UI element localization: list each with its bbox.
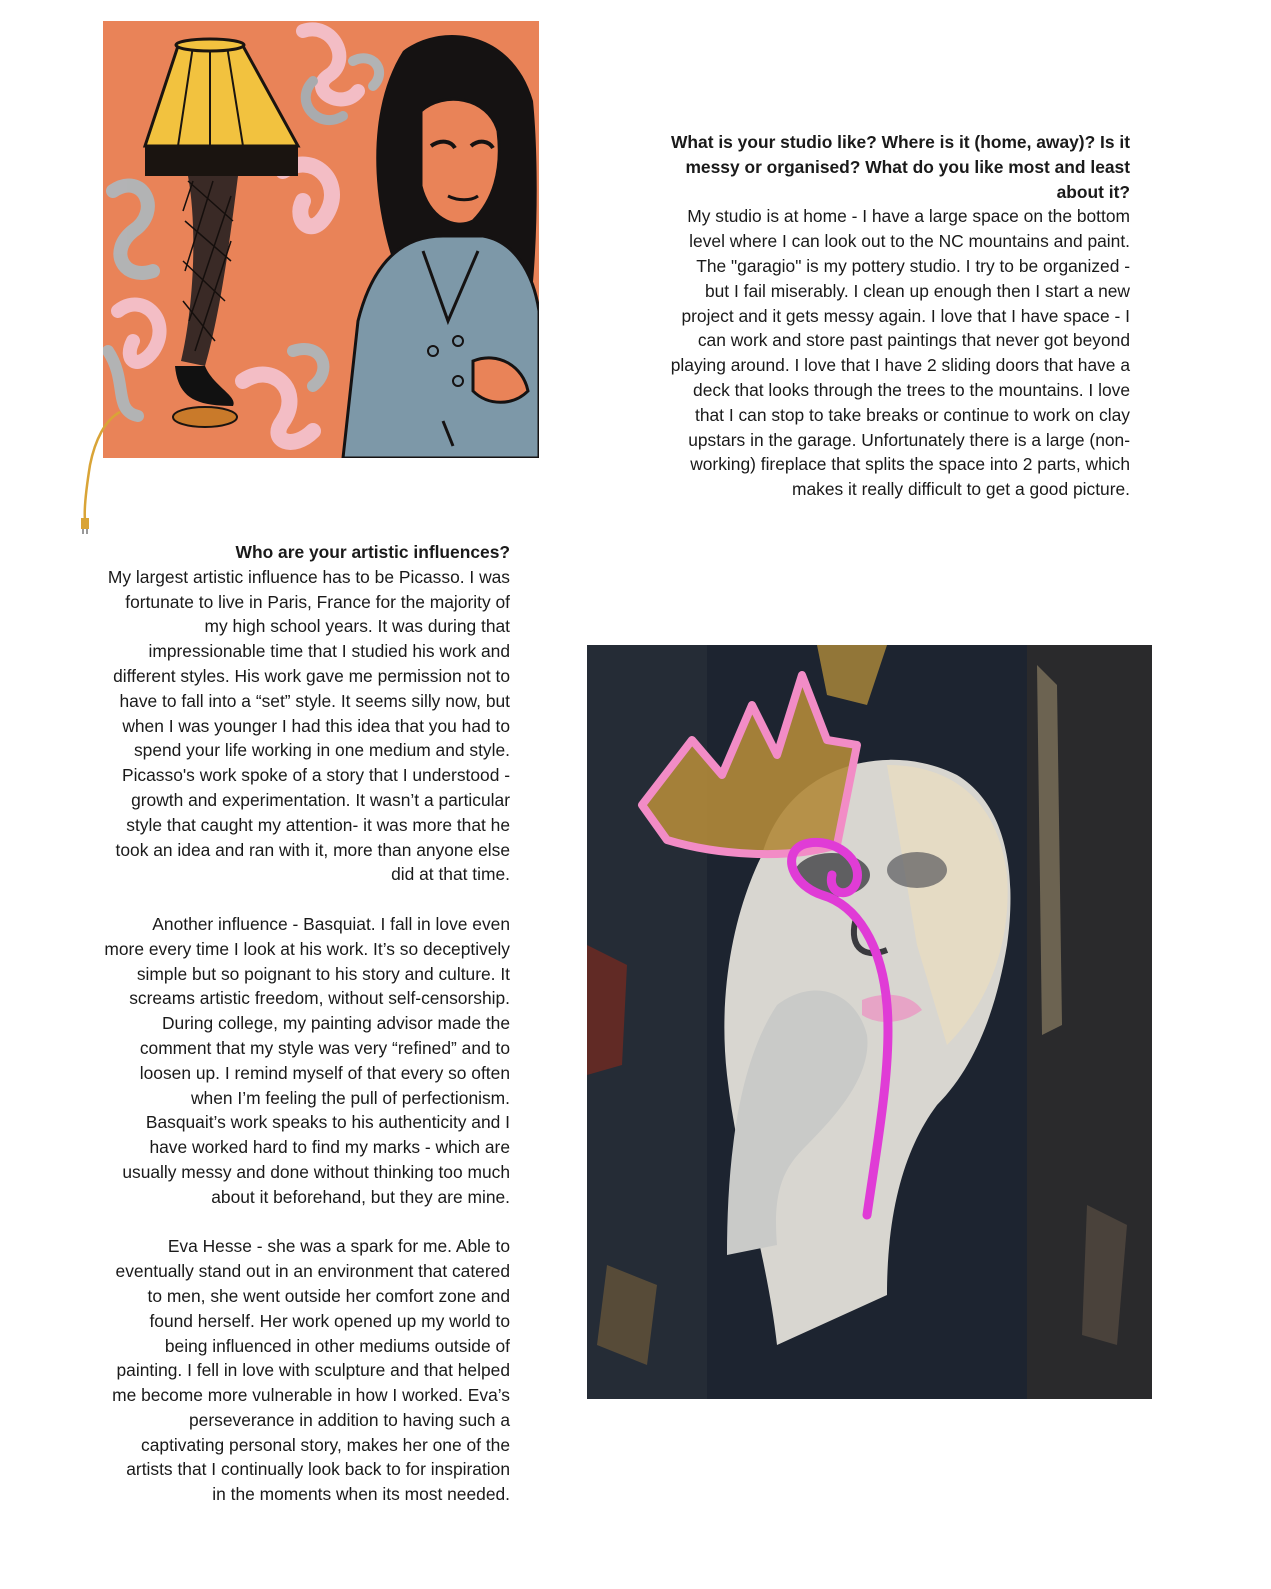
- paragraph-line: eventually stand out in an environment that catered: [115, 1261, 510, 1282]
- paragraph-line: artists that I continually look back to for inspiration: [126, 1459, 510, 1480]
- paragraph-line: simple but so poignant to his story and culture. It: [136, 963, 510, 984]
- paragraph-line: to men, she went outside her comfort zone and: [147, 1285, 510, 1306]
- studio-question: [630, 130, 1130, 204]
- lamp-cord-graphic: [70, 410, 130, 535]
- crowned-portrait-graphic: [587, 645, 1152, 1399]
- studio-question-line: messy or organised? What do you like most and least: [685, 156, 1130, 177]
- influences-question-line: Who are your artistic influences?: [235, 542, 510, 562]
- studio-answer-line: project and it gets messy again. I love that I have space - I: [681, 305, 1130, 326]
- paragraph-line: style that caught my attention- it was more that he: [126, 814, 510, 835]
- studio-answer-line: upstars in the garage. Unfortunately there is a large (non-: [688, 429, 1130, 450]
- paragraph-line: usually messy and done without thinking too much: [122, 1161, 510, 1182]
- paragraph-line: growth and experimentation. It wasn’t a particular: [131, 789, 510, 810]
- studio-answer-line: deck that looks through the trees to the mountains. I love: [693, 379, 1130, 400]
- paragraph-line: took an idea and ran with it, more than anyone else: [115, 839, 510, 860]
- influences-paragraph-basquiat: [80, 912, 510, 1210]
- paragraph-line: fortunate to live in Paris, France for the majority of: [125, 591, 510, 612]
- paragraph-line: when I was younger I had this idea that you had to: [122, 715, 510, 736]
- influences-question-section: [80, 540, 510, 1507]
- studio-question-line: What is your studio like? Where is it (home, away)? Is it: [671, 132, 1130, 152]
- paragraph-line: Another influence - Basquiat. I fall in love even: [152, 913, 510, 934]
- studio-answer-line: The "garagio" is my pottery studio. I try to be organized -: [696, 255, 1130, 276]
- studio-answer-line: but I fail miserably. I clean up enough then I start a new: [704, 280, 1130, 301]
- paragraph-line: During college, my painting advisor made the: [162, 1013, 510, 1034]
- paragraph-line: my high school years. It was during that: [204, 616, 510, 637]
- studio-answer-line: working) fireplace that splits the space into 2 parts, which: [690, 454, 1130, 475]
- paragraph-line: have worked hard to find my marks - which are: [149, 1137, 510, 1158]
- paragraph-line: impressionable time that I studied his work and: [148, 641, 510, 662]
- paragraph-line: more every time I look at his work. It’s so deceptively: [104, 938, 510, 959]
- paragraph-line: loosen up. I remind myself of that every so often: [139, 1062, 510, 1083]
- studio-answer-line: can work and store past paintings that never got beyond: [697, 330, 1130, 351]
- paragraph-line: being influenced in other mediums outside of: [164, 1335, 510, 1356]
- paragraph-line: about it beforehand, but they are mine.: [211, 1186, 510, 1207]
- studio-answer-line: level where I can look out to the NC mountains and paint.: [689, 231, 1130, 252]
- paragraph-line: did at that time.: [391, 864, 510, 885]
- paragraph-line: painting. I fell in love with sculpture and that helped: [116, 1360, 510, 1381]
- paragraph-line: perseverance in addition to having such a: [189, 1409, 510, 1430]
- lamp-cord-icon: [70, 410, 130, 535]
- studio-question-line: about it?: [1056, 181, 1130, 202]
- studio-answer-line: playing around. I love that I have 2 sliding doors that have a: [670, 355, 1130, 376]
- influences-question: [80, 540, 510, 565]
- paragraph-line: Eva Hesse - she was a spark for me. Able to: [167, 1236, 510, 1257]
- studio-answer-line: makes it really difficult to get a good picture.: [791, 479, 1130, 500]
- influences-paragraph-hesse: [80, 1234, 510, 1507]
- studio-question-section: [630, 130, 1130, 502]
- paragraph-line: My largest artistic influence has to be Picasso. I was: [107, 566, 510, 587]
- paragraph-line: comment that my style was very “refined” and to: [139, 1037, 510, 1058]
- paragraph-line: different styles. His work gave me permission not to: [113, 665, 510, 686]
- paragraph-line: have to fall into a “set” style. It seems silly now, but: [119, 690, 510, 711]
- crowned-portrait-painting: [587, 645, 1152, 1399]
- paragraph-line: in the moments when its most needed.: [212, 1484, 510, 1505]
- paragraph-line: Basquait’s work speaks to his authenticity and I: [145, 1112, 510, 1133]
- studio-answer-line: that I can stop to take breaks or continue to work on clay: [694, 404, 1130, 425]
- studio-answer: [630, 204, 1130, 502]
- influences-paragraph-picasso: [80, 565, 510, 887]
- paragraph-line: spend your life working in one medium and style.: [133, 740, 510, 761]
- studio-answer-line: My studio is at home - I have a large space on the bottom: [687, 206, 1130, 227]
- paragraph-line: found herself. Her work opened up my world to: [149, 1310, 510, 1331]
- leg-lamp-painting-graphic: [103, 21, 539, 458]
- paragraph-line: captivating personal story, makes her one of the: [141, 1434, 510, 1455]
- paragraph-line: Picasso's work spoke of a story that I understood -: [121, 765, 510, 786]
- paragraph-line: screams artistic freedom, without self-censorship.: [129, 988, 510, 1009]
- paragraph-line: when I’m feeling the pull of perfectionism.: [191, 1087, 510, 1108]
- leg-lamp-painting: [103, 21, 539, 458]
- paragraph-line: me become more vulnerable in how I worked. Eva’s: [112, 1385, 510, 1406]
